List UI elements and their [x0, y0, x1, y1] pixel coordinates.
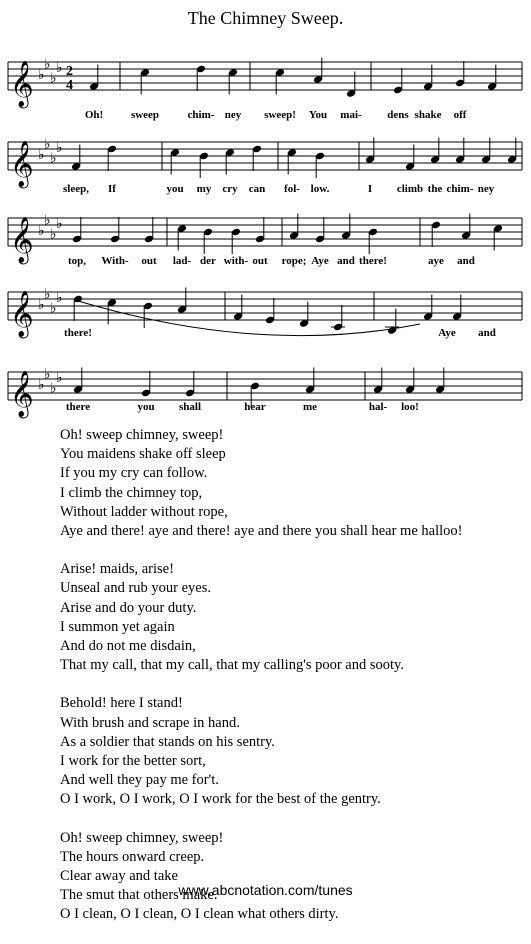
verse-line: And well they pay me for't.: [60, 772, 219, 789]
lyric-syllable: and: [337, 255, 355, 267]
flat-sign-icon: ♭: [50, 150, 57, 167]
lyric-syllable: chim-: [446, 183, 474, 195]
verse-line: The hours onward creep.: [60, 848, 205, 865]
verse-line: Unseal and rub your eyes.: [60, 580, 211, 597]
treble-clef-icon: 𝄞: [10, 61, 34, 107]
flat-sign-icon: ♭: [56, 60, 63, 76]
slur: [75, 300, 420, 336]
treble-clef-icon: 𝄞: [10, 217, 34, 263]
lyric-syllable: climb: [396, 183, 424, 195]
verse-1: [60, 426, 462, 541]
lyric-syllable: can: [248, 183, 266, 195]
lyric-syllable: chim-: [187, 109, 215, 121]
flat-sign-icon: ♭: [56, 140, 63, 156]
lyric-syllable: shall: [178, 401, 202, 413]
lyric-syllable: dens: [387, 109, 409, 121]
verse-line: You maidens shake off sleep: [60, 446, 226, 463]
lyric-syllable: out: [141, 255, 157, 267]
verse-line: If you my cry can follow.: [60, 465, 208, 482]
verse-line: Aye and there! aye and there! aye and there you shall hear me halloo!: [60, 523, 463, 540]
lyric-syllable: ney: [224, 109, 242, 121]
flat-sign-icon: ♭: [38, 377, 45, 393]
lyric-syllable: You: [308, 109, 328, 121]
verse-line: Oh! sweep chimney, sweep!: [60, 427, 224, 443]
lyric-syllable: and: [457, 255, 475, 267]
flat-sign-icon: ♭: [44, 366, 51, 383]
lyric-syllable: out: [252, 255, 268, 267]
lyric-syllable: there!: [64, 327, 92, 339]
flat-sign-icon: ♭: [44, 286, 51, 303]
lyric-syllable: sweep: [130, 109, 160, 121]
flat-sign-icon: ♭: [38, 223, 45, 239]
lyric-syllable: Oh!: [84, 109, 104, 121]
flat-sign-icon: ♭: [44, 136, 51, 153]
verse-line: Arise and do your duty.: [60, 599, 197, 616]
flat-sign-icon: ♭: [50, 380, 57, 397]
time-signature-bottom: 4: [66, 78, 73, 93]
lyric-syllable: With-: [101, 255, 129, 267]
verse-line: That my call, that my call, that my calling's poor and sooty.: [60, 657, 404, 674]
lyric-syllable: you: [137, 401, 155, 413]
verse-line: Clear away and take: [60, 868, 178, 885]
flat-sign-icon: ♭: [56, 370, 63, 386]
lyric-syllable: mai-: [340, 109, 362, 121]
lyric-syllable: my: [196, 183, 212, 195]
verse-line: The smut that others make.: [60, 887, 218, 904]
flat-sign-icon: ♭: [56, 216, 63, 232]
flat-sign-icon: ♭: [50, 226, 57, 243]
flat-sign-icon: ♭: [56, 290, 63, 306]
verse-line: Without ladder without rope,: [60, 503, 228, 520]
verse-line: I climb the chimney top,: [60, 484, 203, 501]
lyric-syllable: Aye: [438, 327, 456, 339]
lyric-syllable: you: [166, 183, 184, 195]
lyric-syllable: me: [302, 401, 318, 413]
verse-3: [60, 694, 462, 809]
lyric-syllable: top,: [67, 255, 87, 267]
lyric-syllable: aye: [428, 255, 444, 267]
footer-url[interactable]: www.abcnotation.com/tunes: [178, 882, 353, 898]
flat-sign-icon: ♭: [38, 147, 45, 163]
lyric-syllable: there!: [359, 255, 387, 267]
treble-clef-icon: 𝄞: [10, 141, 34, 187]
lyric-syllable: there: [65, 401, 91, 413]
flat-sign-icon: ♭: [38, 297, 45, 313]
lyric-syllable: shake: [414, 109, 442, 121]
treble-clef-icon: 𝄞: [10, 291, 34, 337]
lyric-syllable: I: [367, 183, 373, 195]
lyric-syllable: with-: [223, 255, 249, 267]
verse-line: Behold! here I stand!: [60, 695, 183, 712]
verse-line: O I work, O I work, O I work for the best of the gentry.: [60, 791, 381, 808]
flat-sign-icon: ♭: [44, 212, 51, 229]
page-title: The Chimney Sweep.: [187, 8, 344, 28]
sheet-music-score: [0, 0, 531, 425]
lyric-syllable: loo!: [401, 401, 419, 413]
lyric-syllable: and: [478, 327, 496, 339]
verse-line: O I clean, O I clean, O I clean what others dirty.: [60, 906, 339, 923]
verse-line: Oh! sweep chimney, sweep!: [60, 829, 224, 846]
verse-line: And do not me disdain,: [60, 638, 196, 655]
lyric-syllable: fol-: [284, 183, 300, 195]
lyric-syllable: lad-: [172, 255, 192, 267]
lyric-syllable: the: [427, 183, 443, 195]
lyric-syllable: low.: [310, 183, 330, 195]
lyric-syllable: hear: [244, 401, 266, 413]
lyric-syllable: If: [108, 183, 116, 195]
lyric-syllable: off: [453, 109, 467, 121]
lyric-syllable: ney: [477, 183, 495, 195]
verse-line: With brush and scrape in hand.: [60, 714, 240, 731]
lyric-syllable: sweep!: [264, 109, 296, 121]
lyrics-verses: [60, 426, 462, 944]
flat-sign-icon: ♭: [44, 56, 51, 73]
flat-sign-icon: ♭: [50, 300, 57, 317]
verse-line: I summon yet again: [60, 618, 175, 635]
lyric-syllable: cry: [222, 183, 238, 195]
flat-sign-icon: ♭: [38, 67, 45, 83]
flat-sign-icon: ♭: [50, 70, 57, 87]
verse-2: [60, 560, 462, 675]
verse-line: As a soldier that stands on his sentry.: [60, 733, 275, 750]
lyric-syllable: sleep,: [63, 183, 89, 195]
lyric-syllable: hal-: [368, 401, 388, 413]
lyric-syllable: Aye: [311, 255, 329, 267]
lyric-syllable: der: [200, 255, 216, 267]
verse-4: [60, 829, 462, 925]
lyric-syllable: rope;: [281, 255, 307, 267]
verse-line: Arise! maids, arise!: [60, 561, 174, 578]
treble-clef-icon: 𝄞: [10, 371, 34, 417]
time-signature-top: 2: [66, 64, 73, 79]
verse-line: I work for the better sort,: [60, 753, 206, 770]
